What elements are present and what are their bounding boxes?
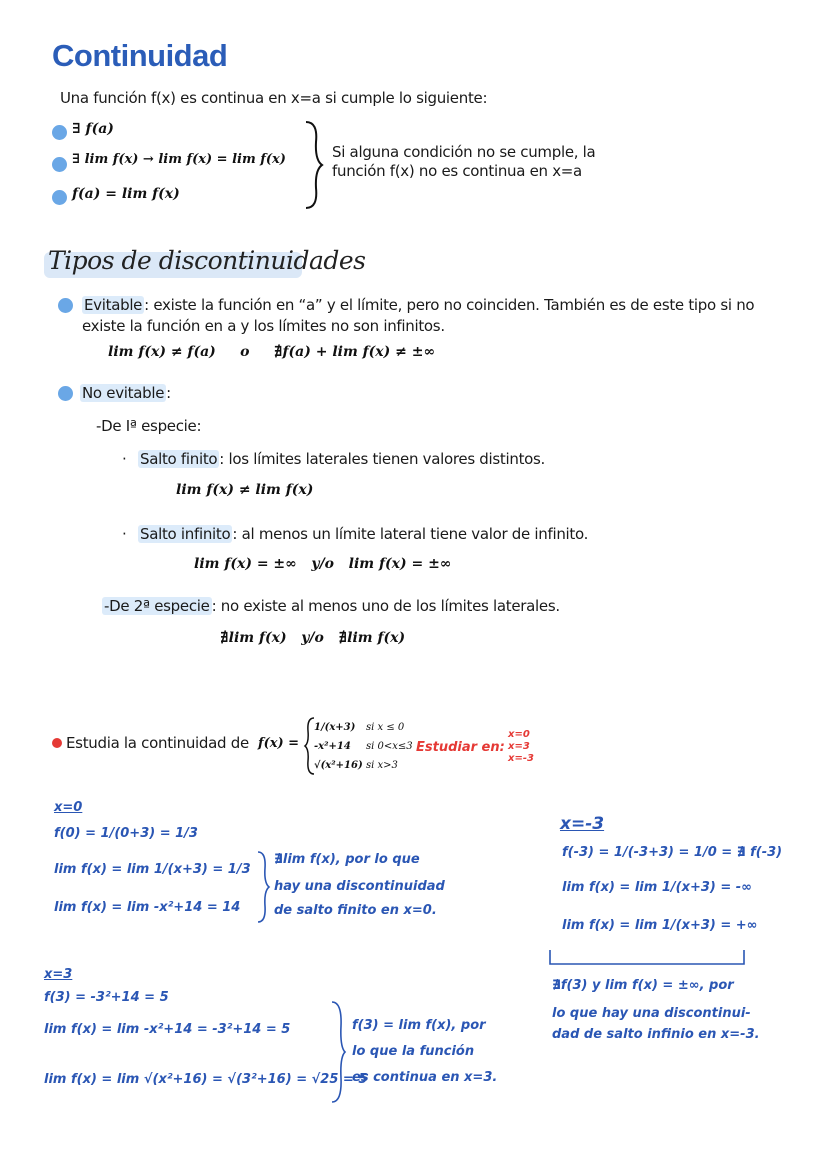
- segunda-especie-line: [102, 597, 560, 615]
- piece-3-cond: si x>3: [366, 760, 398, 771]
- salto-finito-text: : los límites laterales tienen valores distintos.: [219, 450, 546, 468]
- case-x0-conclusion-2: hay una discontinuidad: [274, 879, 445, 894]
- case-x3-conclusion-2: lo que la función: [352, 1044, 475, 1059]
- piece-3-expr: √(x²+16): [314, 760, 363, 771]
- case-x0-conclusion-3: de salto finito en x=0.: [274, 903, 437, 918]
- bullet-icon: [58, 386, 73, 401]
- segunda-especie-formula: ∄lim f(x) y/o ∄lim f(x): [220, 630, 406, 646]
- case-x3-header: x=3: [44, 967, 73, 982]
- salto-infinito-label: Salto infinito: [140, 525, 231, 543]
- primera-especie-label: -De Iª especie:: [96, 417, 202, 435]
- salto-finito-line: [138, 450, 545, 468]
- bullet-icon: [52, 157, 67, 172]
- evitable-line-1: [82, 296, 754, 314]
- bullet-icon: [52, 190, 67, 205]
- evitable-formula: lim f(x) ≠ f(a) o ∄f(a) + lim f(x) ≠ ±∞: [108, 344, 436, 360]
- no-evitable-label: No evitable: [82, 384, 165, 402]
- salto-infinito-formula: lim f(x) = ±∞ y/o lim f(x) = ±∞: [194, 556, 452, 572]
- salto-finito-formula: lim f(x) ≠ lim f(x): [176, 482, 314, 498]
- exercise-func: f(x) =: [258, 736, 300, 751]
- evitable-text-1: : existe la función en “a” y el límite, pero no coinciden. También es de este tipo si no: [144, 296, 755, 314]
- case-x3-line-1: f(3) = -3²+14 = 5: [44, 990, 169, 1005]
- case-x0-conclusion-1: ∄lim f(x), por lo que: [274, 852, 420, 867]
- no-evitable-suffix: :: [166, 384, 171, 402]
- no-evitable-line: [80, 384, 171, 402]
- salto-infinito-line: [138, 525, 588, 543]
- right-brace-icon: [304, 120, 324, 210]
- case-x0-line-2: lim f(x) = lim 1/(x+3) = 1/3: [54, 862, 251, 877]
- case-x3-conclusion-3: es continua en x=3.: [352, 1070, 498, 1085]
- right-brace-icon: [256, 850, 270, 924]
- case-xm3-conclusion-2: lo que hay una discontinui-: [552, 1006, 751, 1021]
- conditions-note-line-2: función f(x) no es continua en x=a: [332, 162, 582, 180]
- intro-text: Una función f(x) es continua en x=a si cumple lo siguiente:: [60, 89, 488, 107]
- salto-finito-label: Salto finito: [140, 450, 218, 468]
- bullet-icon: [58, 298, 73, 313]
- case-xm3-conclusion-3: dad de salto infinio en x=-3.: [552, 1027, 760, 1042]
- case-xm3-line-2: lim f(x) = lim 1/(x+3) = -∞: [562, 880, 753, 895]
- piece-1-cond: si x ≤ 0: [366, 722, 405, 733]
- segunda-especie-label: -De 2ª especie: [104, 597, 210, 615]
- small-bullet-icon: ·: [122, 450, 127, 468]
- condition-2: ∃ lim f(x) → lim f(x) = lim f(x): [72, 152, 286, 167]
- case-xm3-conclusion-1: ∄f(3) y lim f(x) = ±∞, por: [552, 978, 734, 993]
- study-point-3: x=-3: [508, 753, 534, 764]
- case-x0-header: x=0: [54, 800, 83, 815]
- red-bullet-icon: [52, 738, 62, 748]
- piece-2-cond: si 0<x≤3: [366, 741, 413, 752]
- case-x0-line-1: f(0) = 1/(0+3) = 1/3: [54, 826, 198, 841]
- piece-1-expr: 1/(x+3): [314, 722, 356, 733]
- case-xm3-line-3: lim f(x) = lim 1/(x+3) = +∞: [562, 918, 758, 933]
- study-label: Estudiar en:: [416, 740, 505, 755]
- case-xm3-header: x=-3: [560, 814, 605, 834]
- page-title: Continuidad: [52, 38, 228, 73]
- exercise-prompt: Estudia la continuidad de: [66, 734, 249, 752]
- bottom-bracket-icon: [548, 948, 748, 968]
- conditions-note-line-1: Si alguna condición no se cumple, la: [332, 143, 596, 161]
- evitable-line-2: existe la función en a y los límites no son infinitos.: [82, 317, 445, 335]
- study-point-1: x=0: [508, 729, 530, 740]
- section-title: Tipos de discontinuidades: [48, 246, 366, 275]
- condition-1: ∃ f(a): [72, 121, 114, 137]
- piece-2-expr: -x²+14: [314, 741, 351, 752]
- condition-3: f(a) = lim f(x): [72, 186, 180, 202]
- case-x0-line-3: lim f(x) = lim -x²+14 = 14: [54, 900, 241, 915]
- case-x3-line-2: lim f(x) = lim -x²+14 = -3²+14 = 5: [44, 1022, 291, 1037]
- evitable-label: Evitable: [84, 296, 143, 314]
- salto-infinito-text: : al menos un límite lateral tiene valor de infinito.: [232, 525, 589, 543]
- case-x3-line-3: lim f(x) = lim √(x²+16) = √(3²+16) = √25 = 5: [44, 1072, 368, 1087]
- segunda-especie-text: : no existe al menos uno de los límites laterales.: [211, 597, 560, 615]
- case-x3-conclusion-1: f(3) = lim f(x), por: [352, 1018, 486, 1033]
- study-point-2: x=3: [508, 741, 530, 752]
- right-brace-icon: [330, 1000, 346, 1104]
- case-xm3-line-1: f(-3) = 1/(-3+3) = 1/0 = ∄ f(-3): [562, 845, 783, 860]
- bullet-icon: [52, 125, 67, 140]
- small-bullet-icon: ·: [122, 525, 127, 543]
